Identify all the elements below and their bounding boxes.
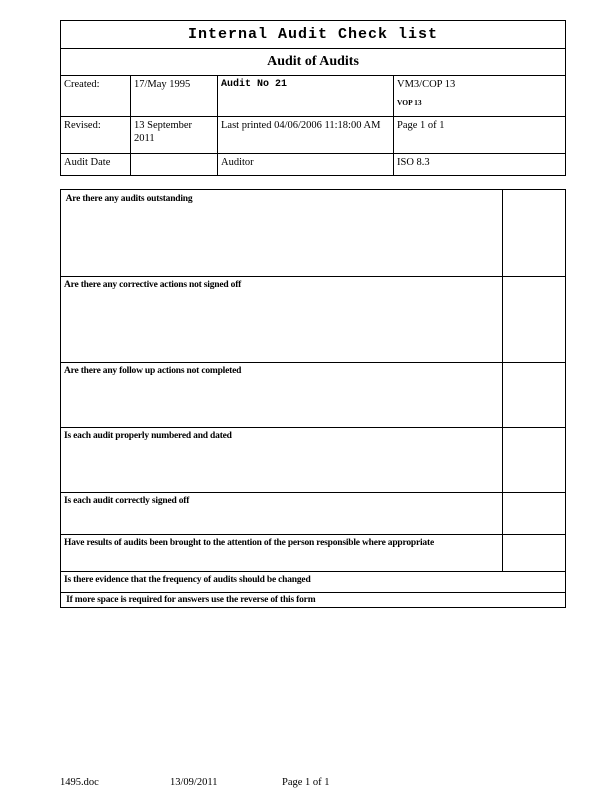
question-7: Is there evidence that the frequency of audits should be changed — [64, 575, 311, 585]
question-5: Is each audit correctly signed off — [64, 496, 190, 506]
footer-page: Page 1 of 1 — [282, 777, 330, 788]
auditor-label: Auditor — [221, 157, 254, 168]
created-label: Created: — [64, 79, 100, 90]
footer-filename: 1495.doc — [60, 777, 99, 788]
question-1: Are there any audits outstanding — [64, 194, 193, 204]
footer-date: 13/09/2011 — [170, 777, 218, 788]
header-table — [60, 20, 566, 176]
reverse-note: If more space is required for answers use the reverse of this form — [64, 595, 316, 605]
document-subtitle: Audit of Audits — [267, 54, 359, 69]
question-4: Is each audit properly numbered and dated — [64, 431, 232, 441]
question-2: Are there any corrective actions not signed off — [64, 280, 242, 290]
audit-date-field[interactable] — [131, 154, 217, 175]
revised-label: Revised: — [64, 120, 101, 131]
question-3: Are there any follow up actions not completed — [64, 366, 242, 376]
last-printed: Last printed 04/06/2006 11:18:00 AM — [221, 120, 381, 131]
audit-number: Audit No 21 — [221, 79, 288, 90]
document-title: Internal Audit Check list — [187, 26, 439, 43]
document-reference-small: VOP 13 — [397, 98, 422, 107]
page-number: Page 1 of 1 — [397, 120, 445, 131]
iso-reference: ISO 8.3 — [397, 157, 430, 168]
question-6: Have results of audits been brought to the attention of the person responsible where appropriate — [64, 538, 434, 548]
revised-value: 13 September 2011 — [134, 120, 193, 144]
document-reference: VM3/COP 13 — [397, 79, 456, 90]
checklist-table — [60, 189, 566, 608]
audit-date-label: Audit Date — [64, 157, 111, 168]
created-value: 17/May 1995 — [134, 79, 191, 90]
